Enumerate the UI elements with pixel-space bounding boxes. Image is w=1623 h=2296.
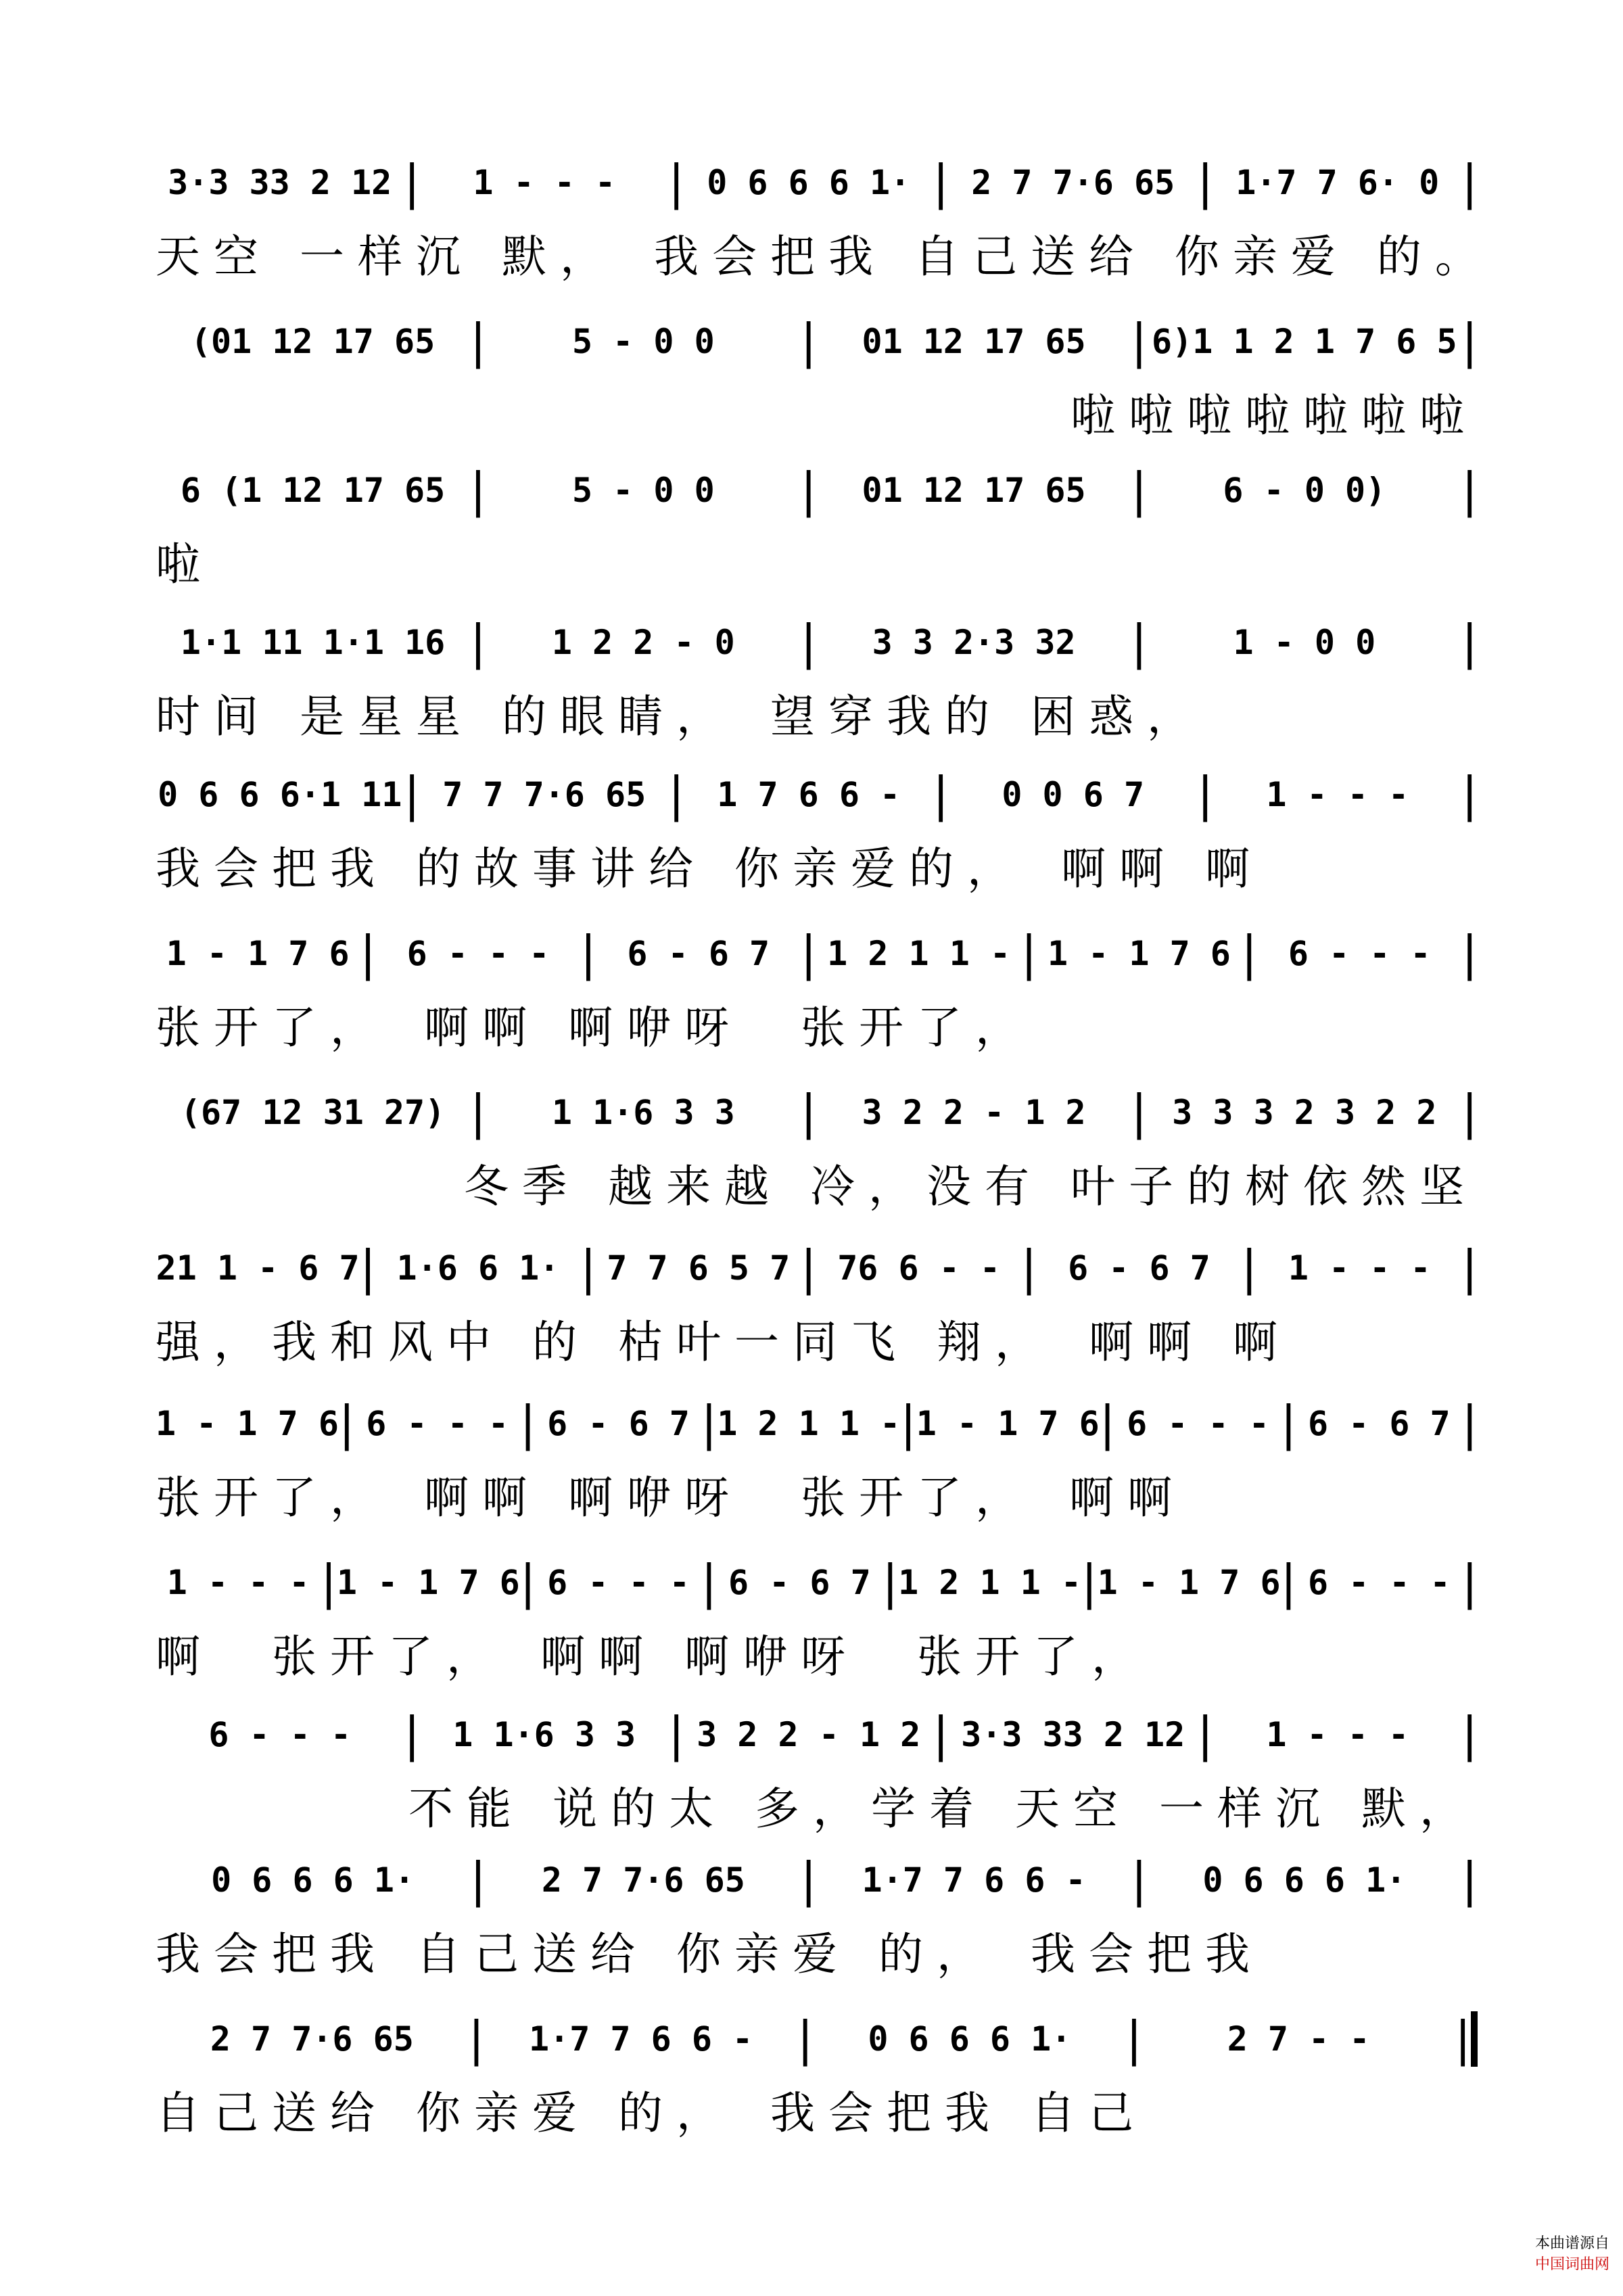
measure: 1 7 6 6 - xyxy=(717,775,901,814)
source-credit xyxy=(1516,2215,1609,2291)
notes-row: 0 6 6 6·1 11 | 7 7 7·6 65 | 1 7 6 6 - | 0 0 6 7 | 1 - - - | xyxy=(156,764,1478,825)
measure: 3 2 2 - 1 2 xyxy=(697,1715,921,1754)
measure: 3·3 33 2 12 xyxy=(961,1715,1185,1754)
measure: 1·6 6 1· xyxy=(396,1248,560,1288)
measure: 1 2 2 - 0 xyxy=(551,623,735,662)
notes-row: 6 - - - | 1 1·6 3 3 | 3 2 2 - 1 2 | 3·3 33 2 12 | 1 - - - | xyxy=(156,1704,1478,1765)
measure: 1 - 1 7 6 xyxy=(916,1404,1100,1443)
measure: 1 2 1 1 - xyxy=(898,1563,1082,1602)
notes-row: 21 1 - 6 7 | 1·6 6 1· | 7 7 6 5 7 | 76 6 - - | 6 - 6 7 | 1 - - - | xyxy=(156,1240,1478,1296)
lyrics-line: 自己送给 你亲爱 的， 我会把我 自己 xyxy=(156,2087,1147,2139)
measure: 3 3 2·3 32 xyxy=(872,623,1076,662)
measure: 1 - - - xyxy=(1266,775,1409,814)
lyrics-line: 冬季 越来越 冷，没有 叶子的树依然坚 xyxy=(464,1161,1478,1213)
measure: 21 1 - 6 7 xyxy=(156,1248,360,1288)
measure: 0 6 6 6 1· xyxy=(1202,1860,1407,1900)
lyrics-line: 啦 xyxy=(156,538,214,590)
measure: 1 - 1 7 6 xyxy=(1097,1563,1281,1602)
measure: 1·7 7 6 6 - xyxy=(862,1860,1086,1900)
measure: 2 7 7·6 65 xyxy=(210,2019,414,2059)
measure: 6 - 0 0) xyxy=(1223,471,1386,510)
measure: 6 - - - xyxy=(1127,1404,1269,1443)
measure: 76 6 - - xyxy=(837,1248,1001,1288)
measure: 1 1·6 3 3 xyxy=(452,1715,636,1754)
measure: (01 12 17 65 xyxy=(190,322,436,361)
measure: 0 6 6 6 1· xyxy=(707,163,911,202)
measure: 1 - 1 7 6 xyxy=(166,934,350,973)
notes-row: 1 - - - | 1 - 1 7 6 | 6 - - - | 6 - 6 7 | 1 2 1 1 - | 1 - 1 7 6 | 6 - - - | xyxy=(156,1552,1478,1613)
measure: 1 2 1 1 - xyxy=(827,934,1011,973)
notes-row: (01 12 17 65 | 5 - 0 0 | 01 12 17 65 | 6)1 1 2 1 7 6 5 | xyxy=(156,311,1478,372)
lyrics-line: 我会把我 自己送给 你亲爱 的， 我会把我 xyxy=(156,1928,1263,1980)
notes-row: (67 12 31 27) | 1 1·6 3 3 | 3 2 2 - 1 2 | 3 3 3 2 3 2 2 | xyxy=(156,1082,1478,1143)
measure: 3 2 2 - 1 2 xyxy=(862,1093,1086,1132)
measure: 2 7 7·6 65 xyxy=(541,1860,745,1900)
lyrics-line: 啊 张开了， 啊啊 啊咿呀 张开了， xyxy=(156,1631,1150,1683)
measure: 6 - 6 7 xyxy=(728,1563,871,1602)
source-site-link[interactable]: 中国词曲网 xyxy=(1534,2256,1609,2273)
notes-row: 3·3 33 2 12 | 1 - - - | 0 6 6 6 1· | 2 7 7·6 65 | 1·7 7 6· 0 | xyxy=(156,152,1478,213)
measure: 1·1 11 1·1 16 xyxy=(180,623,446,662)
measure: 6 (1 12 17 65 xyxy=(180,471,446,510)
lyrics-line: 张开了， 啊啊 啊咿呀 张开了， xyxy=(156,1002,1033,1054)
measure: 6 - 6 7 xyxy=(627,934,770,973)
measure: 1 - 1 7 6 xyxy=(336,1563,520,1602)
lyrics-line: 张开了， 啊啊 啊咿呀 张开了， 啊啊 xyxy=(156,1472,1185,1524)
measure: (67 12 31 27) xyxy=(180,1093,446,1132)
lyrics-line: 时间 是星星 的眼睛， 望穿我的 困惑， xyxy=(156,690,1205,743)
notes-row: 0 6 6 6 1· | 2 7 7·6 65 | 1·7 7 6 6 - | 0 6 6 6 1· | xyxy=(156,1850,1478,1911)
measure: 7 7 7·6 65 xyxy=(442,775,646,814)
measure: 1 - 0 0 xyxy=(1233,623,1376,662)
measure: 1·7 7 6 6 - xyxy=(529,2019,753,2059)
lyrics-line: 强，我和风中 的 枯叶一同飞 翔， 啊啊 啊 xyxy=(156,1316,1291,1368)
measure: 3 3 3 2 3 2 2 xyxy=(1172,1093,1437,1132)
measure: 6 - - - xyxy=(366,1404,509,1443)
measure: 0 0 6 7 xyxy=(1002,775,1145,814)
measure: 1 - - - xyxy=(1266,1715,1409,1754)
lyrics-line: 啦啦啦啦啦啦啦 xyxy=(1071,390,1478,442)
measure: 1 - 1 7 6 xyxy=(156,1404,339,1443)
measure: 1 - - - xyxy=(473,163,616,202)
measure: 01 12 17 65 xyxy=(862,471,1086,510)
measure: 6 - 6 7 xyxy=(547,1404,690,1443)
notes-row: 2 7 7·6 65 | 1·7 7 6 6 - | 0 6 6 6 1· | 2 7 - - | xyxy=(156,2009,1478,2069)
measure: 0 6 6 6·1 11 xyxy=(158,775,402,814)
notes-row: 6 (1 12 17 65 | 5 - 0 0 | 01 12 17 65 | 6 - 0 0) | xyxy=(156,460,1478,521)
measure: 6 - - - xyxy=(547,1563,690,1602)
measure: 6 - 6 7 xyxy=(1307,1404,1451,1443)
measure: 6 - - - xyxy=(208,1715,352,1754)
measure: 2 7 7·6 65 xyxy=(971,163,1175,202)
measure: 3·3 33 2 12 xyxy=(168,163,392,202)
measure: 6 - 6 7 xyxy=(1068,1248,1210,1288)
lyrics-line: 不能 说的太 多，学着 天空 一样沉 默， xyxy=(408,1783,1478,1835)
lyrics-line: 天空 一样沉 默， 我会把我 自己送给 你亲爱 的。 xyxy=(156,231,1493,283)
measure: 1 - - - xyxy=(166,1563,310,1602)
measure: 1·7 7 6· 0 xyxy=(1236,163,1440,202)
measure: 1 - 1 7 6 xyxy=(1047,934,1231,973)
notes-row: 1·1 11 1·1 16 | 1 2 2 - 0 | 3 3 2·3 32 | 1 - 0 0 | xyxy=(156,612,1478,673)
measure: 1 - - - xyxy=(1288,1248,1431,1288)
measure: 6 - - - xyxy=(406,934,550,973)
notes-row: 1 - 1 7 6 | 6 - - - | 6 - 6 7 | 1 2 1 1 - | 1 - 1 7 6 | 6 - - - | xyxy=(156,923,1478,984)
measure: 0 6 6 6 1· xyxy=(868,2019,1072,2059)
measure: 6)1 1 2 1 7 6 5 xyxy=(1152,322,1457,361)
measure: 7 7 6 5 7 xyxy=(607,1248,791,1288)
measure: 6 - - - xyxy=(1288,934,1431,973)
measure: 1 2 1 1 - xyxy=(717,1404,901,1443)
measure: 6 - - - xyxy=(1307,1563,1451,1602)
measure: 01 12 17 65 xyxy=(862,322,1086,361)
measure: 0 6 6 6 1· xyxy=(211,1860,415,1900)
notes-row: 1 - 1 7 6 | 6 - - - | 6 - 6 7 | 1 2 1 1 - | 1 - 1 7 6 | 6 - - - | 6 - 6 7 | xyxy=(156,1396,1478,1451)
measure: 5 - 0 0 xyxy=(571,471,715,510)
lyrics-line: 我会把我 的故事讲给 你亲爱的， 啊啊 啊 xyxy=(156,843,1263,895)
measure: 5 - 0 0 xyxy=(571,322,715,361)
source-label: 本曲谱源自 xyxy=(1534,2235,1609,2252)
measure: 2 7 - - xyxy=(1227,2019,1370,2059)
measure: 1 1·6 3 3 xyxy=(551,1093,735,1132)
